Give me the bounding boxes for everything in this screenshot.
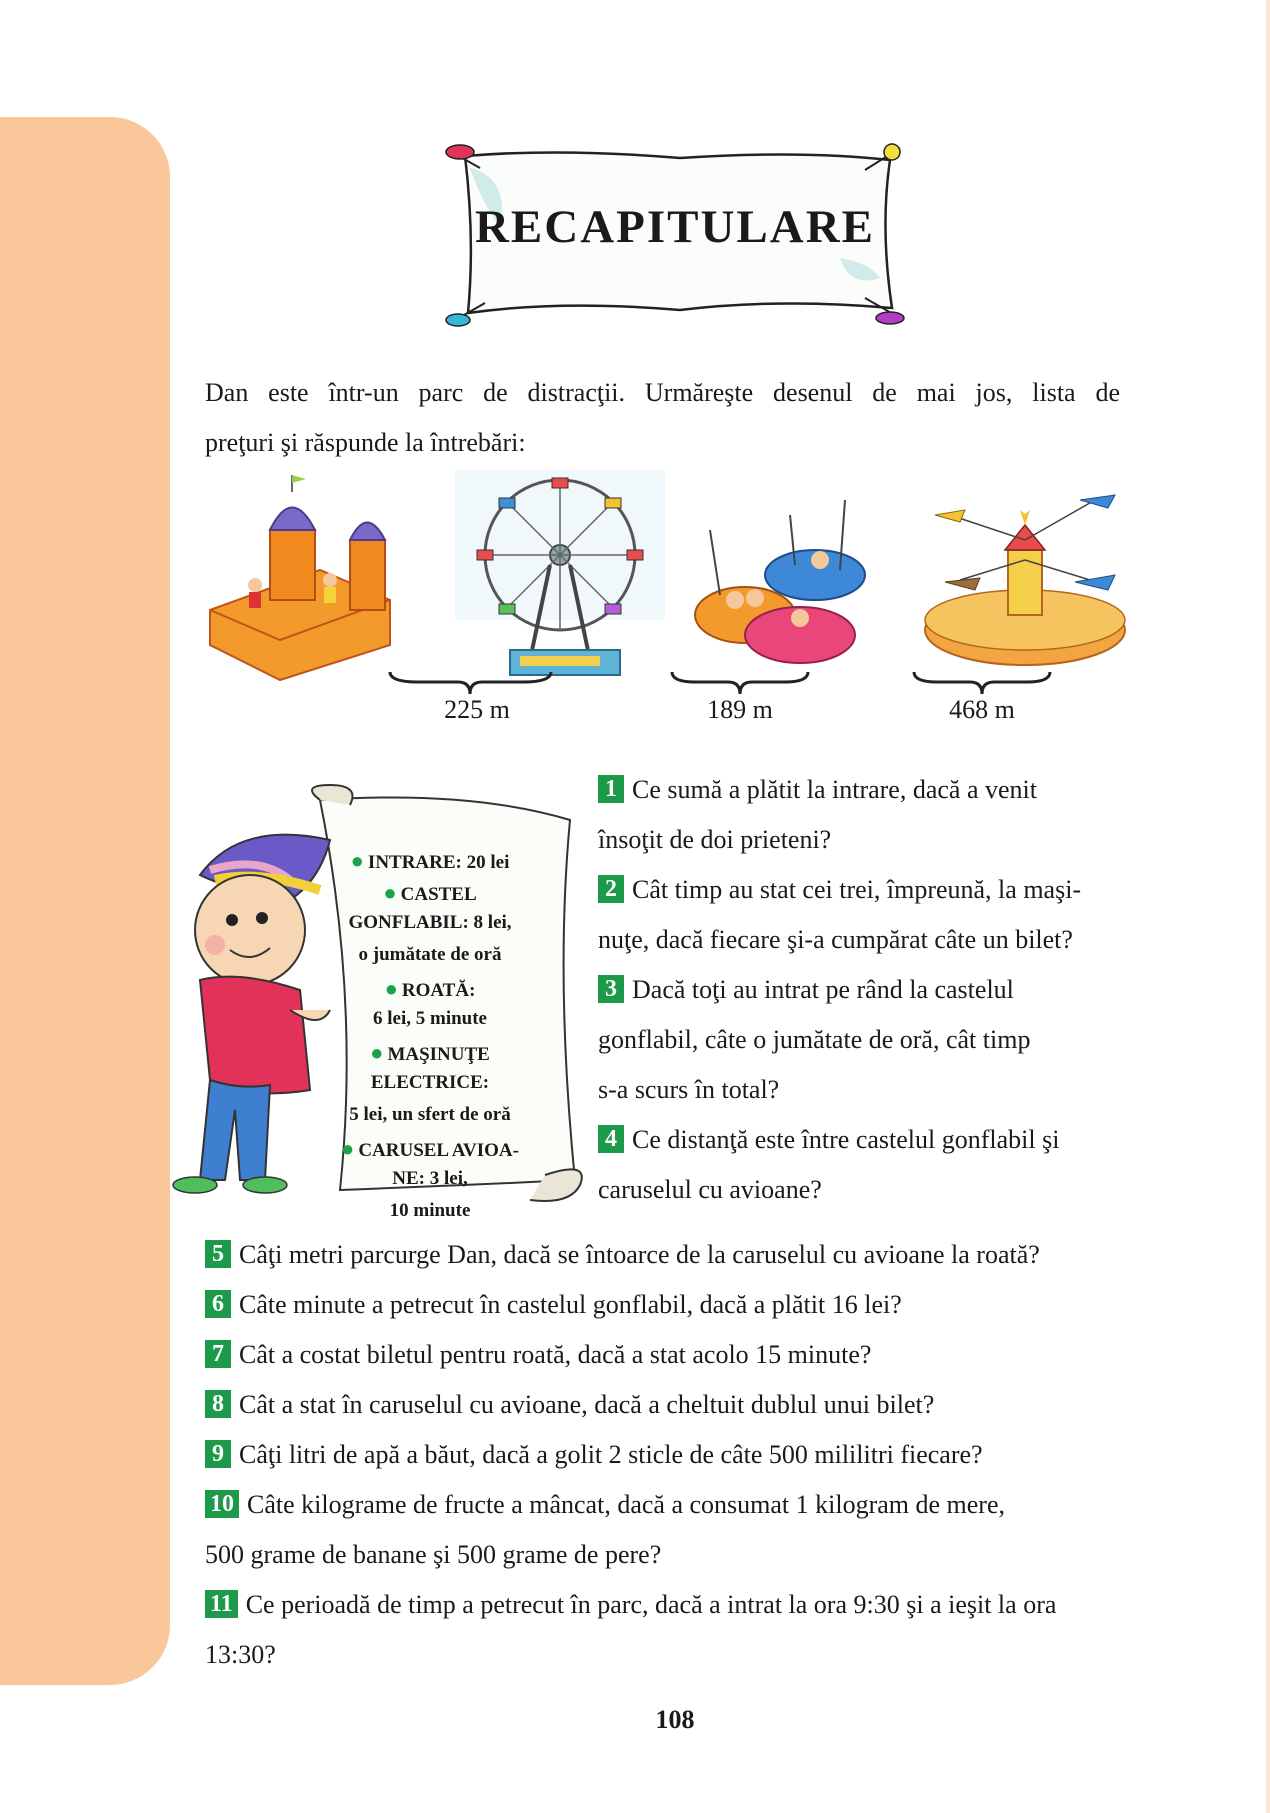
- price-item: ● MAŞINUŢE: [370, 1040, 490, 1065]
- price-item-line: NE: 3 lei,: [392, 1168, 468, 1189]
- brace-castle-to-wheel: [388, 668, 553, 698]
- page-title: RECAPITULARE: [474, 201, 876, 253]
- price-item: ● INTRARE: 20 lei: [350, 848, 510, 873]
- question-number-badge: 7: [205, 1340, 231, 1368]
- price-item: ● CASTEL: [383, 880, 477, 905]
- question-number-badge: 11: [205, 1590, 238, 1618]
- question-3: 3 Dacă toţi au intrat pe rând la castelul gonflabil, câte o jumătate de oră, cât timp s-a scurs în total?: [598, 975, 1031, 1104]
- question-2: 2 Cât timp au stat cei trei, împreună, la maşi- nuţe, dacă fiecare şi-a cumpărat câte un bilet?: [598, 875, 1082, 954]
- intro-text-line-2: preţuri şi răspunde la întrebări:: [205, 428, 526, 457]
- intro-text-line-1: Dan este într-un parc de distracţii. Urmăreşte desenul de mai jos, lista de: [205, 378, 1120, 407]
- question-number-badge: 5: [205, 1240, 231, 1268]
- price-item: ● CARUSEL AVIOA-: [341, 1136, 519, 1161]
- brace-wheel-to-cars: [670, 668, 810, 698]
- question-5: 5 Câţi metri parcurge Dan, dacă se întoarce de la caruselul cu avioane la roată?: [205, 1230, 1145, 1280]
- page-number: 108: [655, 1705, 695, 1734]
- distance-label: 225 m: [444, 695, 510, 724]
- question-10: 10 Câte kilograme de fructe a mâncat, dacă a consumat 1 kilogram de mere, 500 grame de banane şi 500 grame de pere?: [205, 1490, 1005, 1569]
- question-number-badge: 9: [205, 1440, 231, 1468]
- question-8: 8 Cât a stat în caruselul cu avioane, dacă a cheltuit dublul unui bilet?: [205, 1380, 1145, 1430]
- question-number-badge: 8: [205, 1390, 231, 1418]
- price-item-line: 5 lei, un sfert de oră: [349, 1104, 511, 1125]
- question-9: 9 Câţi litri de apă a băut, dacă a golit 2 sticle de câte 500 mililitri fiecare?: [205, 1430, 1145, 1480]
- question-number-badge: 1: [598, 775, 624, 803]
- ferris-wheel-illustration: [455, 470, 665, 690]
- bouncy-castle-illustration: [200, 470, 400, 690]
- question-6: 6 Câte minute a petrecut în castelul gonflabil, dacă a plătit 16 lei?: [205, 1280, 1145, 1330]
- question-4: 4 Ce distanţă este între castelul gonflabil şi caruselul cu avioane?: [598, 1125, 1060, 1204]
- page-edge: [1266, 0, 1270, 1813]
- question-11: 11 Ce perioadă de timp a petrecut în parc, dacă a intrat la ora 9:30 şi a ieşit la ora 13:30?: [205, 1590, 1057, 1669]
- price-item: ● ROATĂ:: [384, 976, 476, 1001]
- question-number-badge: 3: [598, 975, 624, 1003]
- price-item-line: GONFLABIL: 8 lei,: [348, 912, 512, 933]
- price-item-line: o jumătate de oră: [358, 944, 502, 965]
- question-7: 7 Cât a costat biletul pentru roată, dacă a stat acolo 15 minute?: [205, 1330, 1145, 1380]
- price-item-line: ELECTRICE:: [370, 1072, 490, 1093]
- question-1: 1 Ce sumă a plătit la intrare, dacă a venit însoţit de doi prieteni?: [598, 775, 1037, 854]
- question-number-badge: 4: [598, 1125, 624, 1153]
- question-number-badge: 2: [598, 875, 624, 903]
- question-number-badge: 10: [205, 1490, 239, 1518]
- bumper-cars-illustration: [690, 470, 870, 690]
- side-color-tab: [0, 117, 170, 1685]
- question-number-badge: 6: [205, 1290, 231, 1318]
- brace-cars-to-planes: [912, 668, 1052, 698]
- distance-label: 189 m: [707, 695, 773, 724]
- price-item-line: 6 lei, 5 minute: [373, 1008, 487, 1029]
- distance-label: 468 m: [949, 695, 1015, 724]
- price-item-line: 10 minute: [389, 1200, 471, 1221]
- airplane-carousel-illustration: [920, 470, 1130, 690]
